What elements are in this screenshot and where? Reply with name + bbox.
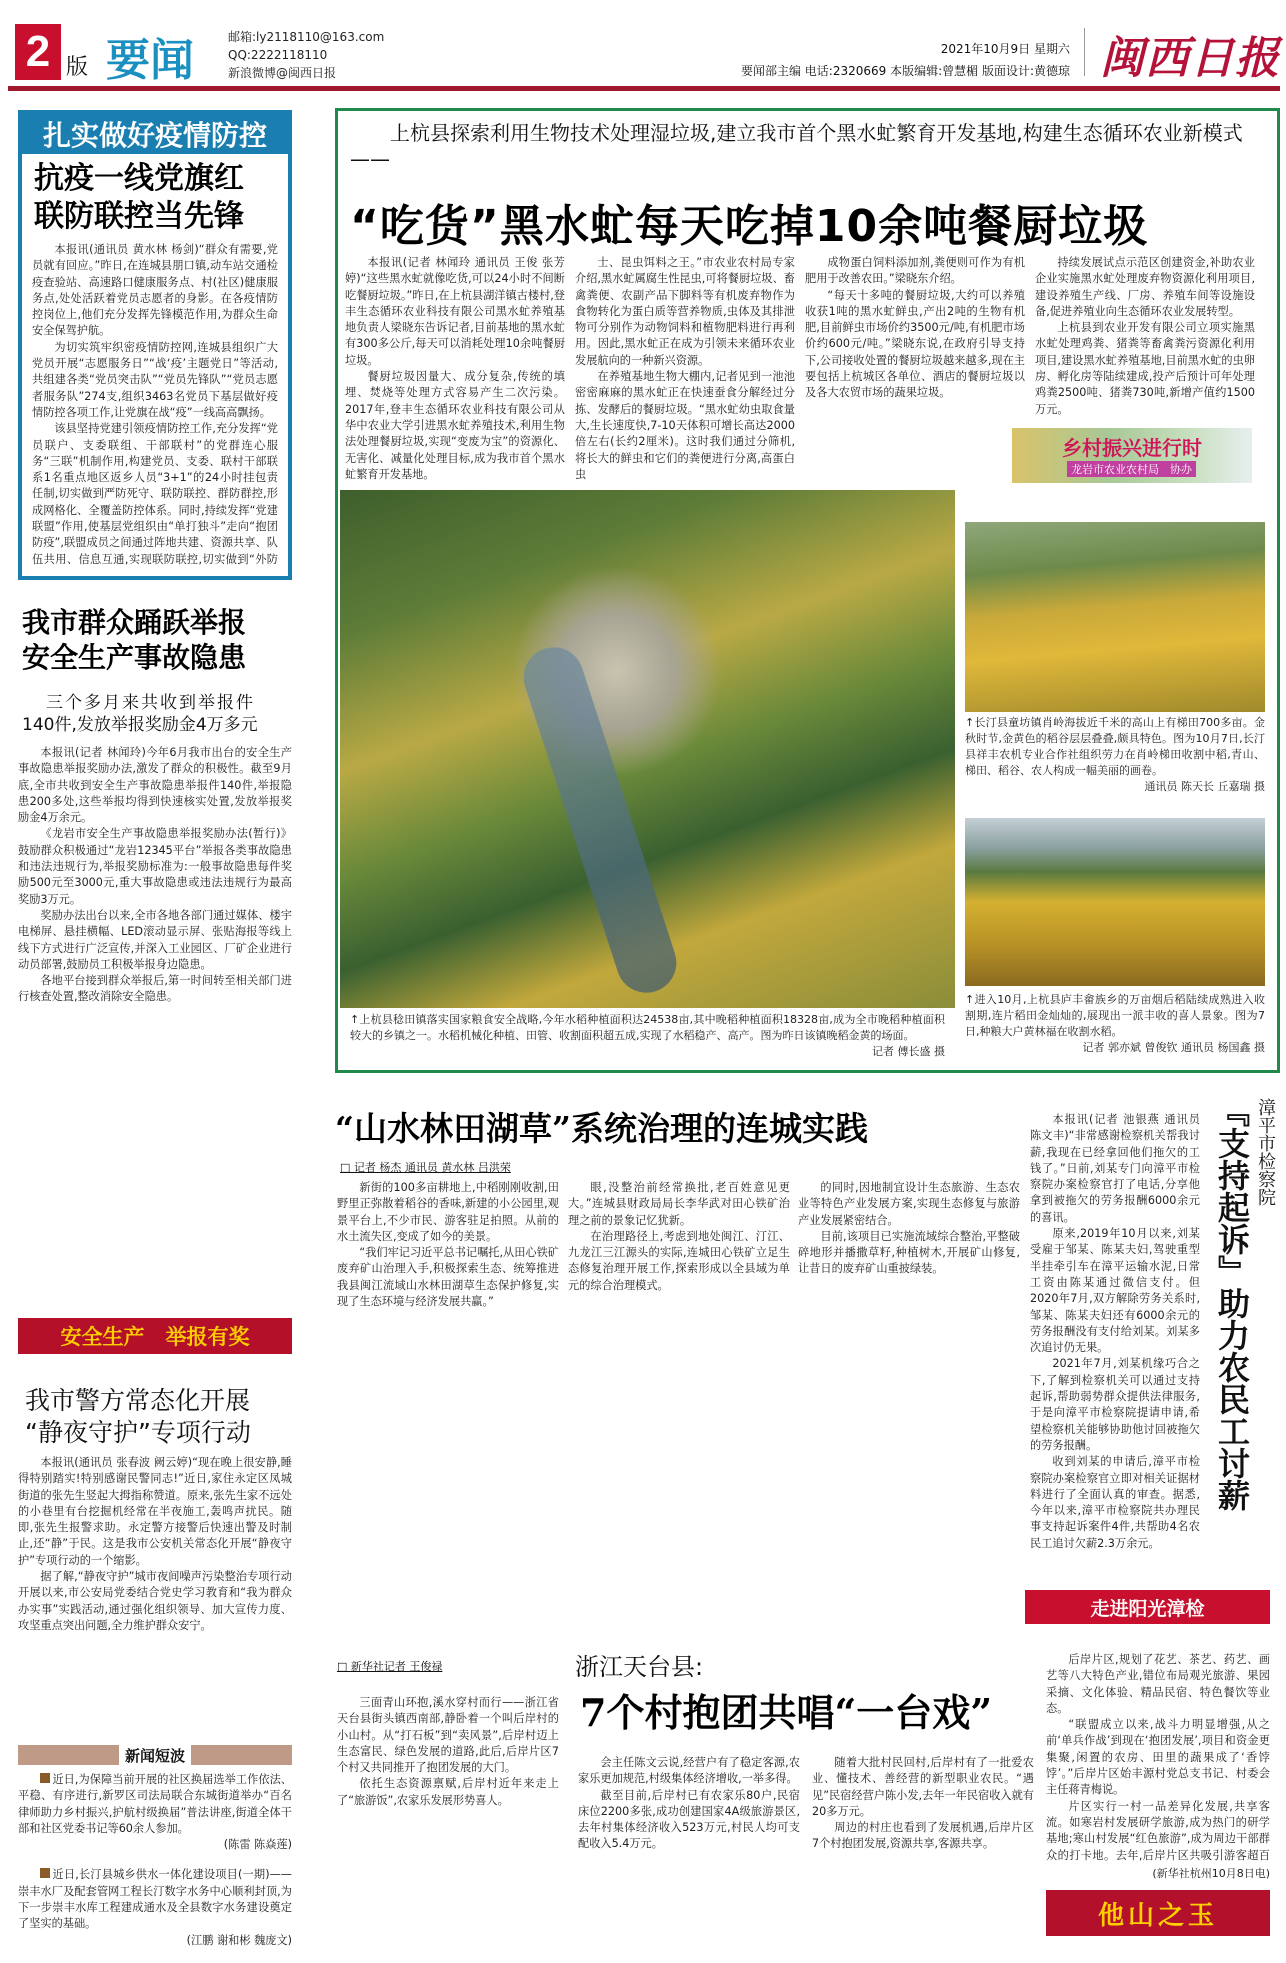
square-bullet-icon [40,1773,50,1783]
sunshine-procuratorate-banner: 走进阳光漳检 [1025,1590,1270,1624]
photo-terraced-caption: ↑长汀县童坊镇肖岭海拔近千米的高山上有梯田700多亩。金秋时节,金黄色的稻谷层层叠叠,颇具特色。图为10月7日,长汀县祥丰农机专业合作社组织劳力在肖岭梯田收割中稻,青山、梯田、稻谷、农人构成一幅美丽的画卷。 通讯员 陈天长 丘嘉瑞 摄 [965,716,1265,793]
paragraph: “联盟成立以来,战斗力明显增强,从之前‘单兵作战’到现在‘抱团发展’,项目和资金更集聚,闲置的农房、田里的蔬果成了‘香饽饽’。”后岸片区始丰源村党总支书记、村委会主任蒋青梅说。 [1046,1718,1270,1797]
police-body [18,1455,292,1740]
paragraph: 截至目前,后岸村已有农家乐80户,民宿床位2200多张,成功创建国家4A级旅游景区,去年村集体经济收入523万元,村民人均可支配收入5.4万元。 [578,1788,800,1851]
paragraph: 各地平台接到群众举报后,第一时间转至相关部门进行核查处置,整改消除安全隐患。 [18,974,292,1004]
photo-main-caption: ↑上杭县稔田镇落实国家粮食安全战略,今年水稻种植面积达24538亩,其中晚稻种植面积18328亩,成为全市晚稻种植面积较大的乡镇之一。水稻机械化种植、田管、收割面积超五成,实现了水稻稳产、高产。图为昨日该镇晚稻金黄的场面。 记者 傅长盛 摄 [350,1013,945,1058]
paragraph: 周边的村庄也看到了发展机遇,后岸片区7个村抱团发展,资源共享,客源共享。 [812,1821,1034,1851]
newspaper-logo: 闽西日报 [1100,33,1280,84]
news-brief-item: 近日,为保障当前开展的社区换届选举工作依法、平稳、有序进行,新罗区司法局联合东城街道举办“百名律师助力乡村振兴,护航村级换届”普法讲座,街道全体干部和社区党委书记等60余人参加。 (陈雷 陈焱莲) [18,1772,292,1853]
paragraph: 上杭县到农业开发有限公司立项实施黑水虻处理鸡粪、猪粪等畜禽粪污资源化利用项目,建设黑水虻养殖基地,目前黑水虻的虫卵房、孵化房等陆续建成,投产后预计可年处理鸡粪2500吨、猪粪730吨,新增产值约1500万元。 [1035,321,1255,416]
photo-terraced-fields [965,522,1265,712]
report-title: 我市群众踊跃举报 安全生产事故隐患 [22,606,247,674]
paragraph: 奖励办法出台以来,全市各地各部门通过媒体、楼宇电梯屏、悬挂横幅、LED滚动显示屏、张贴海报等线上线下方式进行广泛宣传,并深入工业园区、厂矿企业进行动员部署,鼓励员工积极举报身边隐患。 [18,908,292,971]
editors: 要闻部主编 电话:2320669 本版编辑:曾慧楣 版面设计:黄德琼 [740,64,1070,78]
paragraph: 原来,2019年10月以来,刘某受雇于邹某、陈某夫妇,驾驶重型半挂牵引车在漳平运输水泥,日常工资由陈某通过微信支付。但2020年7月,双方解除劳务关系时,邹某、陈某夫妇还有6000余元的劳务报酬没有支付给刘某。刘某多次追讨仍无果。 [1030,1227,1200,1355]
paragraph: 本报讯(记者 林闻玲 通讯员 王俊 张芳婷)“这些黑水虻就像吃货,可以24小时不间断吃餐厨垃圾。”昨日,在上杭县湖洋镇古楼村,登丰生态循环农业科技有限公司黑水虻养殖基地负责人梁晓东告诉记者,目前基地的黑水虻有300多公斤,每天可以消耗处理10余吨餐厨垃圾。 [345,256,565,367]
main-deck: 上杭县探索利用生物技术处理湿垃圾,建立我市首个黑水虻繁育开发基地,构建生态循环农业新模式—— [350,121,1243,171]
paragraph: 随着大批村民回村,后岸村有了一批爱农业、懂技术、善经营的新型职业农民。“遇见”民宿经营户陈小发,去年一年民宿收入就有20多万元。 [812,1756,1034,1818]
square-bullet-icon [40,1868,50,1878]
article-column [345,255,565,480]
news-brief-byline: (江鹏 谢和彬 魏庞文) [186,1933,292,1947]
contact-info [228,28,384,82]
paragraph: 在治理路径上,考虑到地处闽江、汀江、九龙江三江源头的实际,连城田心铁矿立足生态修复治理开展工作,探索形成以全县域为单元的综合治理模式。 [568,1229,790,1292]
article-column [798,1180,1020,1625]
article-column [337,1695,559,1950]
paragraph: 眼,没整治前经常换批,老百姓意见更大。”连城县财政局局长李华武对田心铁矿治理之前的景象记忆犹新。 [568,1181,790,1227]
rural-revitalization-banner: 乡村振兴进行时 龙岩市农业农村局 协办 [1012,428,1252,483]
tiantai-byline: □ 新华社记者 王俊禄 [337,1660,443,1673]
article-column [1035,255,1255,418]
photo-rice-harvest [965,818,1265,986]
section-title: 要闻 [106,35,194,86]
paragraph: 《龙岩市安全生产事故隐患举报奖励办法(暂行)》鼓励群众积极通过“龙岩12345平台”举报各类事故隐患和违法违规行为,举报奖励标准为:一般事故隐患每件奖励500元至3000元,重大事故隐患或违法违规行为最高奖励3万元。 [18,827,292,906]
paragraph: 成物蛋白饲料添加剂,粪便则可作为有机肥用于改善农田。”梁晓东介绍。 [805,256,1025,286]
paragraph: 士、昆虫饵料之王。”市农业农村局专家介绍,黑水虻属腐生性昆虫,可将餐厨垃圾、畜禽粪便、农副产品下脚料等有机废弃物作为食物转化为蛋白质等营养物质,虫体及其排泄物可分别作为动物饲料和植物肥料进行再利用。因此,黑水虻正在成为引领未来循环农业发展航向的一种新兴资源。 [575,256,795,367]
photo-rice-fields-aerial [340,490,955,1008]
date: 2021年10月9日 星期六 [940,42,1070,56]
main-title: “吃货”黑水虻每天吃掉10余吨餐厨垃圾 [350,201,1149,252]
paragraph: 的同时,因地制宜设计生态旅游、生态农业等特色产业发展方案,实现生态修复与旅游产业发展紧密结合。 [798,1181,1020,1227]
paragraph: 在养殖基地生物大棚内,记者见到一池池密密麻麻的黑水虻正在快速蚕食分解经过分拣、发酵后的餐厨垃圾。“黑水虻幼虫取食量大,生长速度快,7-10天体积可增长高达2000倍左右(长约2厘米)。这时我们通过分筛机,将长大的鲜虫和它们的粪便进行分离,高蛋白虫 [575,370,795,480]
covid-article [18,110,292,580]
divider [1084,28,1085,76]
zhangping-vertical-title: 『支持起诉』助力农民工讨薪 [1213,1095,1251,1511]
paragraph: 餐厨垃圾因量大、成分复杂,传统的填埋、焚烧等处理方式容易产生二次污染。2017年,登丰生态循环农业科技有限公司从华中农业大学引进黑水虻养殖技术,利用生物法处理餐厨垃圾,实现“变废为宝”的资源化、无害化、减量化处理目标,成为我市首个黑水虻繁育开发基地。 [345,370,565,480]
report-body [18,745,292,1305]
paragraph: 片区实行一村一品差异化发展,共享客流。如寒岩村发展研学旅游,成为热门的研学基地;寒山村发展“红色旅游”,成为周边干部群众的打卡地。去年,后岸片区共吸引游客超百 [1046,1799,1270,1862]
tiantai-dateline: (新华社杭州10月8日电) [1152,1867,1270,1880]
paragraph: 收到刘某的申请后,漳平市检察院办案检察官立即对相关证据材料进行了全面认真的审查。据悉,今年以来,漳平市检察院共办理民事支持起诉案件4件,共帮助4名农民工追讨欠薪2.3万余元。 [1030,1455,1200,1550]
paragraph: 为切实筑牢织密疫情防控网,连城县组织广大党员开展“志愿服务日”“战‘疫’主题党日”等活动,共组建各类“党员突击队”“党员先锋队”“党员志愿者服务队”274支,组织3463名党员下基层做好疫情防控各项工作,让党旗在战“疫”一线高高飘扬。 [32,340,278,419]
article-column [575,255,795,480]
safety-banner: 安全生产 举报有奖 [18,1318,292,1354]
paragraph: 本报讯(通讯员 黄水林 杨剑)“群众有需要,党员就有回应。”昨日,在连城县朋口镇,动车站交通检疫查验站、高速路口健康服务点、村(社区)健康服务点,处处活跃着党员志愿者的身影。在各疫情防控岗位上,他们充分发挥先锋模范作用,为群众生命安全保驾护航。 [32,243,278,338]
weibo: 新浪微博@闽西日报 [228,66,337,80]
news-brief-header: 新闻短波 [18,1745,292,1765]
zhangping-kicker: 漳平市检察院 [1255,1098,1276,1206]
paragraph: 依托生态资源禀赋,后岸村近年来走上了“旅游饭”,农家乐发展形势喜人。 [337,1777,559,1807]
paragraph: 2021年7月,刘某机缘巧合之下,了解到检察机关可以通过支持起诉,帮助弱势群众提供法律服务,于是向漳平市检察院提请申请,希望检察机关能够协助他讨回被拖欠的劳务报酬。 [1030,1357,1200,1452]
article-column [578,1755,800,1950]
page-number-box: 2 [15,24,61,80]
article-column [812,1755,1034,1950]
paragraph: 据了解,“静夜守护”城市夜间噪声污染整治专项行动开展以来,市公安局党委结合党史学习教育和“我为群众办实事”实践活动,通过强化组织领导、加大宣传力度、攻坚重点突出问题,全力维护群众安宁。 [18,1570,292,1632]
article-column [337,1180,559,1625]
covid-kicker: 扎实做好疫情防控 [22,114,288,154]
paragraph: 本报讯(记者 池银燕 通讯员 陈文丰)“非常感谢检察机关帮我讨薪,我现在已经拿回他们拖欠的工钱了。”日前,刘某专门向漳平市检察院办案检察官打了电话,分享他拿到被拖欠的劳务报酬6000余元的喜讯。 [1030,1113,1200,1224]
article-column [1046,1652,1270,1864]
tiantai-kicker: 浙江天台县: [575,1653,704,1681]
paragraph: 本报讯(记者 林闻玲)今年6月我市出台的安全生产事故隐患举报奖励办法,激发了群众的积极性。截至9月底,全市共收到安全生产事故隐患举报件140件,举报隐患200多处,这些举报均得到快速核实处置,发放举报奖励金4万余元。 [18,746,292,825]
email: 邮箱:ly2118110@163.com [228,30,385,44]
news-brief-byline: (陈雷 陈焱莲) [223,1838,292,1852]
news-brief-list [18,1772,292,1963]
paragraph: “每天十多吨的餐厨垃圾,大约可以养殖收获1吨的黑水虻鲜虫,产出2吨的生物有机肥,目前鲜虫市场价约3500元/吨,有机肥市场价约600元/吨。”梁晓东说,在政府引导支持下,公司接收处置的餐厨垃圾越来越多,现在主要包括上杭城区各单位、酒店的餐厨垃圾以及各大农贸市场的蔬果垃圾。 [805,288,1025,400]
page-suffix: 版 [66,55,89,80]
article-column [805,255,1025,480]
paragraph: 本报讯(通讯员 张春波 阙云婷)“现在晚上很安静,睡得特别踏实!特别感谢民警同志!”近日,家住永定区凤城街道的张先生竖起大拇指称赞道。原来,张先生家不远处的小巷里有台挖掘机经常在半夜施工,轰鸣声扰民。随即,张先生报警求助。永定警方接警后快速出警及时制止,还“静”于民。这是我市公安机关常态化开展“静夜守护”专项行动的一个缩影。 [18,1456,292,1567]
paragraph: “我们牢记习近平总书记嘱托,从田心铁矿废弃矿山治理入手,积极探索生态、统筹推进我县闽江流域山水林田湖草生态保护修复,实现了生态环境与经济发展共赢。” [337,1246,559,1309]
article-column [568,1180,790,1625]
police-title: 我市警方常态化开展 “静夜守护”专项行动 [25,1386,251,1447]
news-brief-item: 近日,长汀县城乡供水一体化建设项目(一期)——崇丰水厂及配套管网工程长汀数字水务中心顺利封顶,为下一步崇丰水库工程建成通水及全县数字水务建设奠定了坚实的基础。 (江鹏 谢和彬 魏庞文) [18,1867,292,1948]
masthead [0,0,1286,95]
other-hills-banner: 他山之玉 [1046,1890,1270,1936]
paragraph: 会主任陈文云说,经营户有了稳定客源,农家乐更加规范,村级集体经济增收,一举多得。 [578,1756,800,1786]
qq: QQ:2222118110 [228,48,328,62]
paragraph: 目前,该项目已实施流域综合整治,平整破碎地形并播撒草籽,种植树木,开展矿山修复,让昔日的废弃矿山重披绿装。 [798,1229,1020,1276]
shanshui-byline: □ 记者 杨杰 通讯员 黄水林 吕洪荣 [340,1161,511,1174]
paragraph: 三面青山环抱,溪水穿村而行——浙江省天台县街头镇西南部,静卧着一个叫后岸村的小山村。从“打石板”到“卖风景”,后岸村迈上生态富民、绿色发展的道路,此后,后岸片区7个村又共同推开了抱团发展的大门。 [337,1696,559,1775]
paragraph: 新街的100多亩耕地上,中稻刚刚收割,田野里正弥散着稻谷的香味,新建的小公园里,观景平台上,不少市民、游客驻足拍照。从前的水土流失区,变成了如今的美景。 [337,1181,559,1243]
paragraph: 该县坚持党建引领疫情防控工作,充分发挥“党员联户、支委联组、干部联村”的党群连心服务“三联”机制作用,构建党员、支委、联村干部联系1名重点地区返乡人员“3+1”的24小时挂包责任制,切实做到严防死守、联防联控、群防群控,形成网格化、全覆盖防控体系。同时,持续发挥“党建联盟”作用,使基层党组织由“单打独斗”走向“抱团防疫”,联盟成员之间通过阵地共建、资源共享、队伍共用、信息互通,实现联防联控,切实做到“外防 [32,422,278,566]
paragraph: 后岸片区,规划了花艺、茶艺、药艺、画艺等八大特色产业,错位布局观光旅游、果园采摘、文化体验、精品民宿、特色餐饮等业态。 [1046,1653,1270,1715]
zhangping-body [1030,1112,1200,1582]
tiantai-title: 7个村抱团共唱“一台戏” [580,1690,993,1735]
photo-harvest-caption: ↑进入10月,上杭县庐丰畲族乡的万亩烟后稻陆续成熟进入收割期,连片稻田金灿灿的,展现出一派丰收的喜人景象。图为7日,种粮大户黄林福在收割水稻。 记者 郭亦斌 曾俊钦 通讯员 杨国鑫 摄 [965,993,1265,1054]
header-rule [8,86,1280,91]
covid-title: 抗疫一线党旗红 联防联控当先锋 [34,161,244,234]
report-subtitle: 三个多月来共收到举报件 140件,发放举报奖励金4万多元 [22,693,258,735]
covid-body [22,242,288,568]
paragraph: 持续发展试点示范区创建资金,补助农业企业实施黑水虻处理废弃物资源化利用项目,建设养殖生产线、厂房、养殖车间等设施设备,促进养殖业向生态循环农业发展转型。 [1035,256,1255,318]
shanshui-title: “山水林田湖草”系统治理的连城实践 [335,1109,868,1148]
